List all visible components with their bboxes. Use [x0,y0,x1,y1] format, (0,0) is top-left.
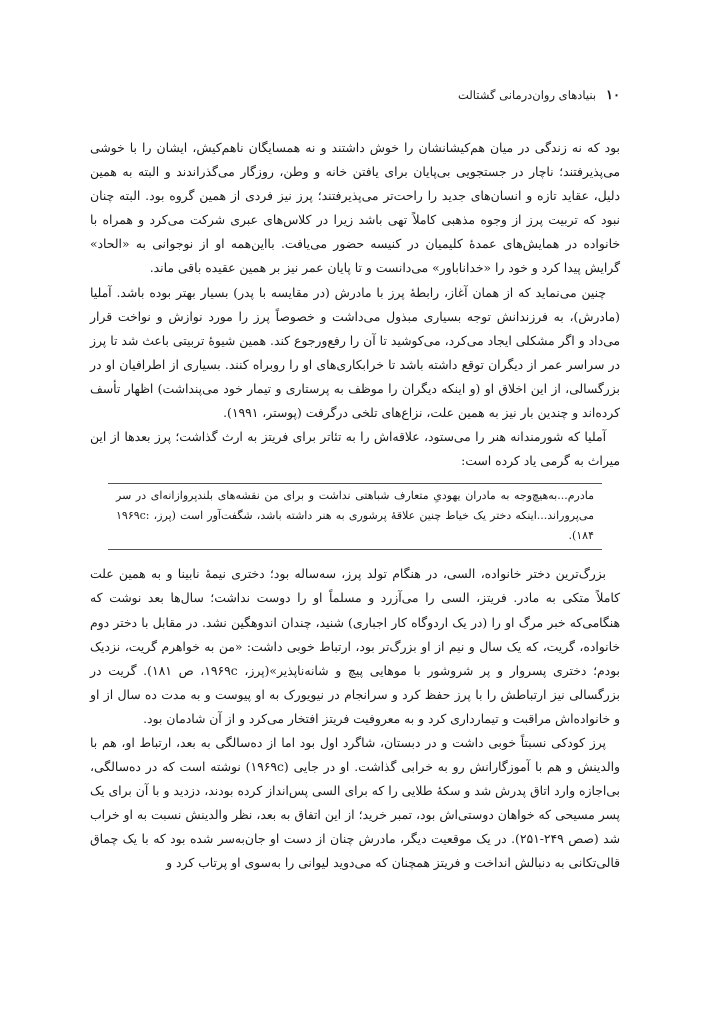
paragraph-2: چنین می‌نماید که از همان آغاز، رابطهٔ پرز با مادرش (در مقایسه با پدر) بسیار بهتر بوده باشد. آملیا (مادرش)، به فرزندانش توجه بسیاری مبذول می‌داشت و خصوصاً پرز را مورد نوازش و نواخت قرار می‌داد و اگر مشکلی ایجاد می‌کرد، می‌کوشید تا آن را رفع‌ورجوع کند. همین شیوهٔ تربیتی باعث شد تا پرز در سراسر عمر از دیگران توقع داشته باشد تا خرابکاری‌های او را روبراه کنند. بسیاری از اطرافیان او در بزرگسالی، از این اخلاق او (و اینکه دیگران را موظف به پرستاری و تیمار خود می‌پنداشت) اظهار تأسف کرده‌اند و چندین بار نیز به همین علت، نزاع‌های تلخی درگرفت (پوستر، ۱۹۹۱). [90,285,620,421]
page-number: ۱۰ [606,88,620,103]
paragraph-1: بود که نه زندگی در میان هم‌کیشانشان را خوش داشتند و نه همسایگان ناهم‌کیش، ایشان را با خوشی می‌پذیرفتند؛ ناچار در جستجویی بی‌پایان برای یافتن خانه و وطن، روزگار می‌گذراندند و البته به همین دلیل، عقاید تازه و انسان‌های جدید را راحت‌تر می‌پذیرفتند؛ پرز نیز فردی از همین گروه بود. البته چنان نبود که تربیت پرز از وجوه مذهبی کاملاً تهی باشد زیرا در کلاس‌های عبری شرکت می‌کرد و همراه با خانواده در همایش‌های عمدهٔ کلیمیان در کنیسه حضور می‌یافت. بااین‌همه او از نوجوانی به «الحاد» گرایش پیدا کرد و خود را «خداناباور» می‌دانست و تا پایان عمر نیز بر همین عقیده باقی ماند. [90,141,620,276]
paragraph-5: پرز کودکی نسبتاً خوبی داشت و در دبستان، شاگرد اول بود اما از ده‌سالگی به بعد، ارتباط او، هم با والدینش و هم با آموزگارانش رو به خرابی گذاشت. او در جایی (۱۹۶۹c) نوشته است که در ده‌سالگی، بی‌اجازه وارد اتاق پدرش شد و سکهٔ طلایی را که برای السی پس‌انداز کرده بودند، دزدید و با آن برای یک پسر مسیحی که خواهان دوستی‌اش بود، تمبر خرید؛ از این اتفاق به بعد، نظر والدینش نسبت به او خراب شد (صص ۲۴۹-۲۵۱). در یک موقعیت دیگر، مادرش چنان از دست او جان‌به‌سر شده بود که با یک چماق قالی‌تکانی به دنبالش انداخت و فریتز همچنان که می‌دوید لیوانی را به‌سوی او پرتاب کرد و [90,735,621,871]
running-title: بنیادهای روان‌درمانی گشتالت [458,88,597,102]
paragraph-4: بزرگ‌ترین دختر خانواده، السی، در هنگام تولد پرز، سه‌ساله بود؛ دختری نیمهٔ نابینا و به همین علت کاملاً متکی به مادر. فریتز، السی را می‌آزرد و مسلماً او را دوست نداشت؛ سال‌ها بعد نوشت که هنگامی‌که خبر مرگ او را (در یک اردوگاه کار اجباری) شنید، چندان اندوهگین نشد. در مقابل با دختر دوم خانواده، گریت، که یک سال و نیم از او بزرگ‌تر بود، ارتباط خوبی داشت: «من به خواهرم گریت، نزدیک بودم؛ دختری پسروار و پر شروشور با موهایی پیچ و شانه‌ناپذیر»(پرز، ۱۹۶۹c، ص ۱۸۱). گریت در بزرگسالی نیز ارتباطش را با پرز حفظ کرد و سرانجام در نیویورک به او پیوست و به مدت ده سال از او و خانواده‌اش مراقبت و تیمارداری کرد و به معروفیت فریتز افتخار می‌کرد و از آن شادمان بود. [90,567,620,726]
paragraph-3: آملیا که شورمندانه هنر را می‌ستود، علاقه‌اش را به تئاتر برای فریتز به ارث گذاشت؛ پرز بعدها از این میراث به گرمی یاد کرده است: [90,430,620,469]
block-quote: مادرم...به‌هیچ‌وجه به مادران یهودیِ متعارف شباهتی نداشت و برای من نقشه‌های بلندپروازانه‌ای در سر می‌پروراند...اینکه دختر یک خیاط چنین علاقهٔ پرشوری به هنر داشته باشد، شگفت‌آور است (پرز، ۱۹۶۹c: ۱۸۴). [108,483,602,550]
main-text [90,136,620,876]
running-head [90,86,620,105]
